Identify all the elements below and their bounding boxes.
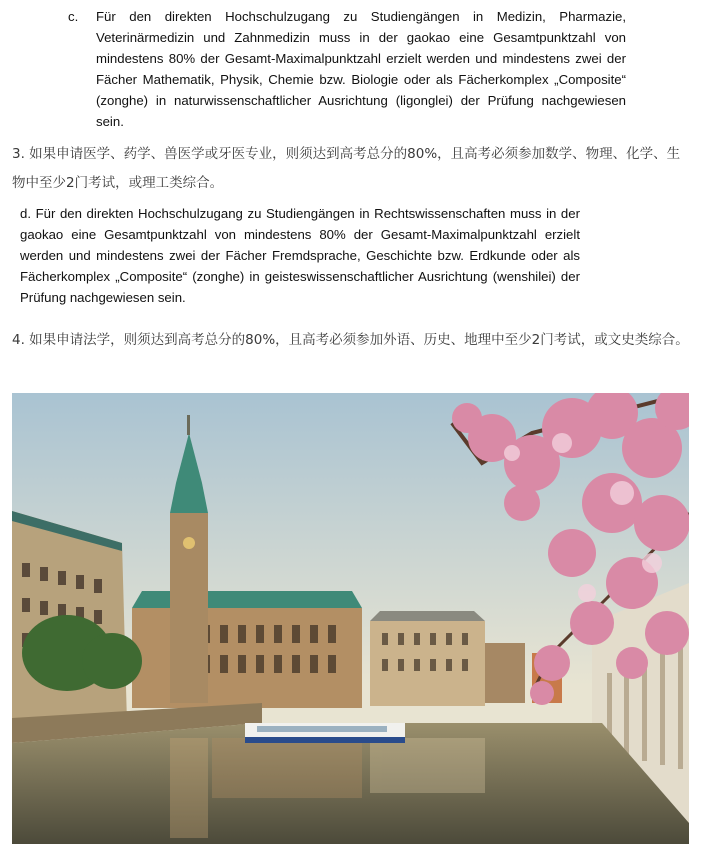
- hamburg-city-hall-photo: [12, 393, 689, 844]
- clause-c-marker: c.: [68, 9, 79, 24]
- paragraph-4-chinese: 4. 如果申请法学，则须达到高考总分的80%，且高考必须参加外语、历史、地理中至少2门考试，或文史类综合。: [12, 332, 689, 348]
- paragraph-3-chinese: 3. 如果申请医学、药学、兽医学或牙医专业，则须达到高考总分的80%，且高考必须参加数学、物理、化学、生物中至少2门考试，或理工类综合。: [12, 146, 681, 191]
- clause-c: [66, 6, 626, 132]
- tour-boat: [245, 723, 405, 743]
- clause-c-text: Für den direkten Hochschulzugang zu Studiengängen in Medizin, Pharmazie, Veterinärmedizin und Zahnmedizin muss in der gaokao eine Gesamtpunktzahl von mindestens 80% der Gesamt-Maximalpunktzahl erzielt werden und mindestens zwei der Fächer Mathematik, Physik, Chemie bzw. Biologie oder als Fächerkomplex „Composite“ (zonghe) in naturwissenschaftlicher Ausrichtung (ligonglei) der Prüfung nachgewiesen sein.: [96, 9, 626, 129]
- clock-face: [183, 537, 195, 549]
- clause-d-text: d. Für den direkten Hochschulzugang zu Studiengängen in Rechtswissenschaften muss in der gaokao eine Gesamtpunktzahl von mindestens 80% der Gesamt-Maximalpunktzahl erzielt werden und mindestens zwei der Fächer Fremdsprache, Geschichte bzw. Erdkunde oder als Fächerkomplex „Composite“ (zonghe) in geisteswissenschaftlicher Ausrichtung (wenshilei) der Prüfung nachgewiesen sein.: [20, 206, 580, 305]
